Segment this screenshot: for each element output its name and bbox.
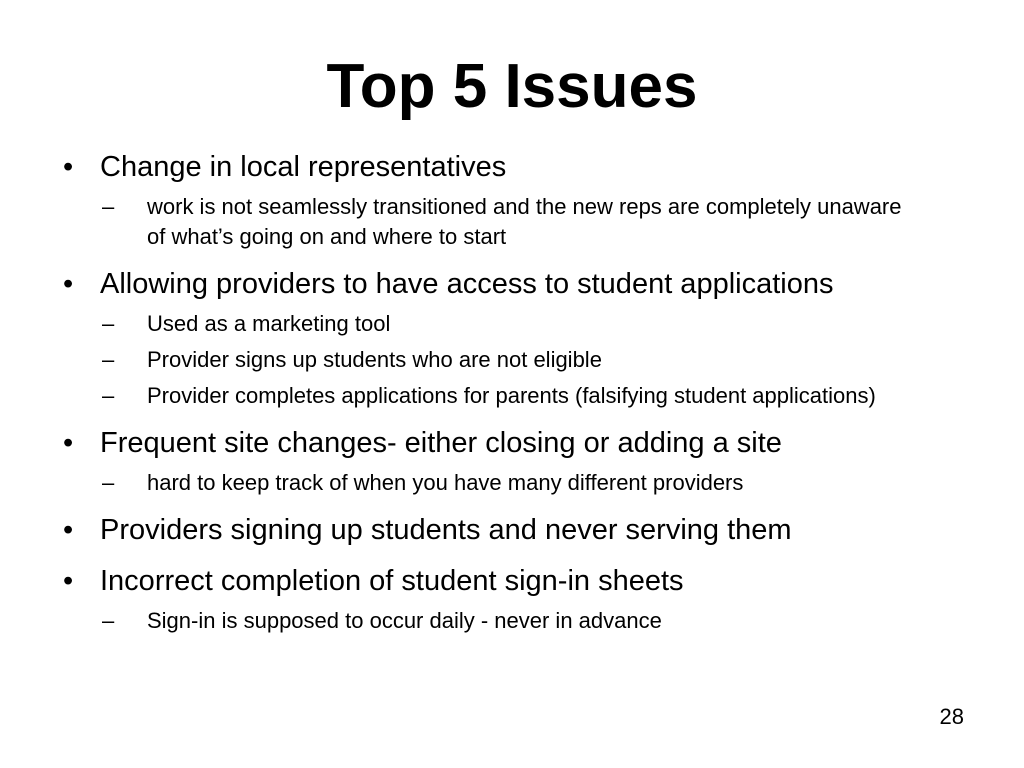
sub-bullet-item <box>0 381 925 411</box>
sub-bullet-item <box>0 606 925 636</box>
bullet-text: Incorrect completion of student sign-in sheets <box>100 565 684 597</box>
bullet-icon: • <box>63 427 74 459</box>
sub-bullet-text: work is not seamlessly transitioned and the new reps are completely unaware of what’s going on and where to start <box>147 194 902 249</box>
dash-icon: – <box>102 311 115 336</box>
slide-body <box>0 148 925 642</box>
dash-icon: – <box>102 194 115 219</box>
bullet-item <box>0 424 925 462</box>
bullet-text: Providers signing up students and never serving them <box>100 514 792 546</box>
page-number: 28 <box>939 704 964 729</box>
sub-bullet-item <box>0 309 925 339</box>
dash-icon: – <box>102 470 115 495</box>
bullet-item <box>0 511 925 549</box>
sub-bullet-item <box>0 192 925 252</box>
bullet-icon: • <box>63 151 74 183</box>
bullet-icon: • <box>63 268 74 300</box>
bullet-item <box>0 148 925 186</box>
bullet-item <box>0 562 925 600</box>
dash-icon: – <box>102 383 115 408</box>
sub-bullet-text: hard to keep track of when you have many different providers <box>147 470 744 495</box>
dash-icon: – <box>102 347 115 372</box>
sub-bullet-text: Provider signs up students who are not eligible <box>147 347 602 372</box>
sub-bullet-text: Used as a marketing tool <box>147 311 391 336</box>
bullet-icon: • <box>63 514 74 546</box>
bullet-text: Allowing providers to have access to student applications <box>100 268 834 300</box>
sub-bullet-text: Provider completes applications for parents (falsifying student applications) <box>147 383 876 408</box>
sub-bullet-text: Sign-in is supposed to occur daily - never in advance <box>147 608 662 633</box>
slide-title: Top 5 Issues <box>326 52 698 121</box>
dash-icon: – <box>102 608 115 633</box>
sub-bullet-item <box>0 345 925 375</box>
bullet-text: Frequent site changes- either closing or adding a site <box>100 427 782 459</box>
bullet-item <box>0 265 925 303</box>
bullet-text: Change in local representatives <box>100 151 507 183</box>
bullet-icon: • <box>63 565 74 597</box>
sub-bullet-item <box>0 468 925 498</box>
